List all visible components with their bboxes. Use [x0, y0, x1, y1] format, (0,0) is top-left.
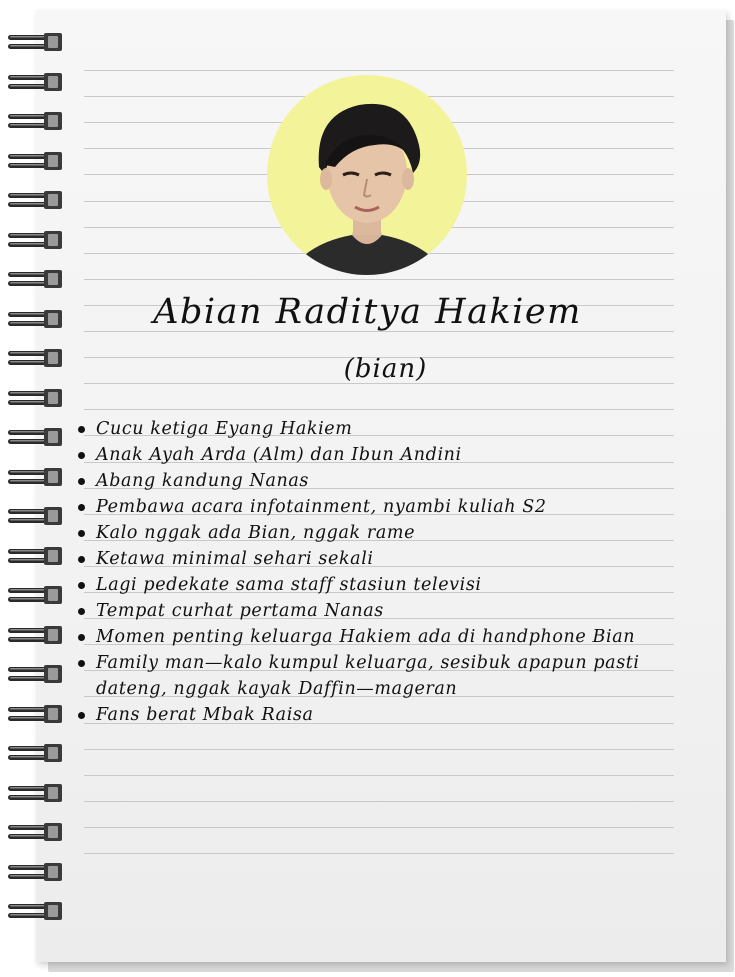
spiral-ring-icon: [6, 427, 66, 447]
list-item: [76, 572, 696, 598]
bullet-icon: [78, 660, 85, 667]
spiral-ring-icon: [6, 467, 66, 487]
profile-photo-icon: [267, 75, 467, 275]
list-item-text: Ketawa minimal sehari sekali: [96, 549, 374, 569]
bullet-icon: [78, 504, 85, 511]
list-item-text-continued: dateng, nggak kayak Daffin—mageran: [96, 679, 458, 699]
spiral-ring-icon: [6, 111, 66, 131]
bullet-icon: [78, 452, 85, 459]
bullet-icon: [78, 530, 85, 537]
spiral-ring-icon: [6, 506, 66, 526]
list-item-text: Kalo nggak ada Bian, nggak rame: [96, 523, 416, 543]
list-item: [76, 702, 696, 728]
ruled-line: [84, 279, 674, 280]
list-item: [76, 416, 696, 442]
list-item-text: Abang kandung Nanas: [96, 471, 309, 491]
spiral-ring-icon: [6, 72, 66, 92]
list-item: [76, 546, 696, 572]
spiral-ring-icon: [6, 32, 66, 52]
spiral-ring-icon: [6, 546, 66, 566]
bullet-icon: [78, 634, 85, 641]
list-item-text: Pembawa acara infotainment, nyambi kuliah S2: [96, 497, 547, 517]
spiral-ring-icon: [6, 783, 66, 803]
list-item-text: Family man—kalo kumpul keluarga, sesibuk apapun pasti: [96, 653, 640, 673]
bullet-icon: [78, 478, 85, 485]
spiral-ring-icon: [6, 190, 66, 210]
bullet-icon: [78, 712, 85, 719]
spiral-ring-icon: [6, 151, 66, 171]
spiral-ring-icon: [6, 388, 66, 408]
list-item-text: Lagi pedekate sama staff stasiun televisi: [96, 575, 482, 595]
list-item-text: Momen penting keluarga Hakiem ada di handphone Bian: [96, 627, 636, 647]
ruled-line: [84, 775, 674, 776]
list-item: [76, 442, 696, 468]
list-item: [76, 650, 696, 702]
profile-nickname: (bian): [343, 354, 428, 384]
spiral-ring-icon: [6, 704, 66, 724]
ruled-line: [84, 409, 674, 410]
spiral-ring-icon: [6, 822, 66, 842]
facts-list: [76, 416, 696, 728]
list-item-text: Anak Ayah Arda (Alm) dan Ibun Andini: [96, 445, 462, 465]
spiral-ring-icon: [6, 625, 66, 645]
list-item-text: Cucu ketiga Eyang Hakiem: [96, 419, 353, 439]
list-item: [76, 520, 696, 546]
list-item: [76, 468, 696, 494]
spiral-ring-icon: [6, 862, 66, 882]
ruled-line: [84, 801, 674, 802]
profile-name: Abian Raditya Hakiem: [153, 292, 582, 332]
spiral-ring-icon: [6, 269, 66, 289]
list-item-text: Tempat curhat pertama Nanas: [96, 601, 384, 621]
list-item-text: Fans berat Mbak Raisa: [96, 705, 314, 725]
list-item: [76, 598, 696, 624]
bullet-icon: [78, 582, 85, 589]
bullet-icon: [78, 556, 85, 563]
ruled-line: [84, 853, 674, 854]
profile-photo: [267, 75, 467, 275]
spiral-ring-icon: [6, 230, 66, 250]
spiral-ring-icon: [6, 585, 66, 605]
ruled-line: [84, 749, 674, 750]
spiral-ring-icon: [6, 743, 66, 763]
bullet-icon: [78, 608, 85, 615]
spiral-ring-icon: [6, 664, 66, 684]
list-item: [76, 624, 696, 650]
ruled-line: [84, 70, 674, 71]
bullet-icon: [78, 426, 85, 433]
ruled-line: [84, 827, 674, 828]
spiral-ring-icon: [6, 901, 66, 921]
list-item: [76, 494, 696, 520]
